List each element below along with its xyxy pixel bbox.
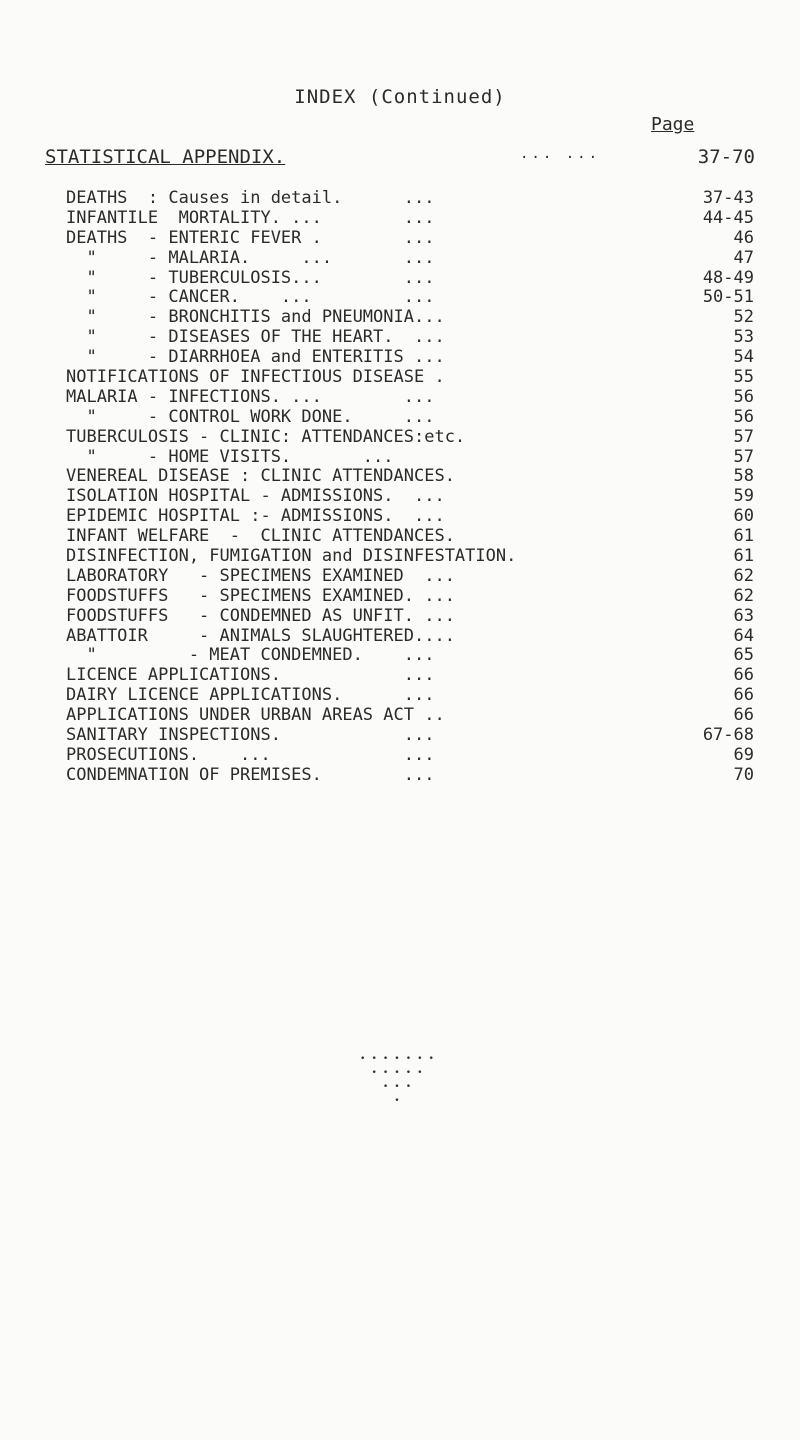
entry-page: 64 — [733, 625, 754, 646]
entry-text: FOODSTUFFS - SPECIMENS EXAMINED. ... — [66, 586, 455, 606]
entry-page: 53 — [733, 327, 754, 348]
entry-text: LABORATORY - SPECIMENS EXAMINED ... — [66, 566, 455, 586]
index-entry — [66, 209, 754, 229]
entry-text: LICENCE APPLICATIONS. ... — [66, 666, 435, 686]
index-entry — [66, 328, 754, 348]
entry-text: VENEREAL DISEASE : CLINIC ATTENDANCES. — [66, 467, 455, 487]
ornament-line: ••• — [382, 1082, 418, 1092]
index-entry — [66, 547, 754, 567]
index-entry — [66, 507, 754, 527]
index-entry — [66, 388, 754, 408]
entry-page: 61 — [733, 526, 754, 547]
entry-page: 66 — [733, 705, 754, 726]
ornament-line: • — [394, 1096, 406, 1106]
entry-page: 61 — [733, 546, 754, 567]
index-entry — [66, 706, 754, 726]
index-entry — [66, 587, 754, 607]
entry-text: DAIRY LICENCE APPLICATIONS. ... — [66, 686, 435, 706]
entry-page: 58 — [733, 466, 754, 487]
page-column-label: Page — [651, 114, 695, 135]
entry-page: 52 — [733, 307, 754, 328]
entry-text: CONDEMNATION OF PREMISES. ... — [66, 765, 435, 785]
index-entry — [66, 288, 754, 308]
index-entry — [66, 646, 754, 666]
index-entry — [66, 189, 754, 209]
index-entry — [66, 766, 754, 786]
entry-page: 50-51 — [702, 287, 754, 308]
entry-page: 66 — [733, 685, 754, 706]
ornament-line: ••••• — [371, 1068, 429, 1078]
index-entry — [66, 408, 754, 428]
entry-text: INFANT WELFARE - CLINIC ATTENDANCES. — [66, 527, 455, 547]
entry-page: 69 — [733, 744, 754, 765]
entry-page: 48-49 — [702, 267, 754, 288]
ornament-dots — [0, 1052, 800, 1108]
entry-page: 66 — [733, 665, 754, 686]
entry-page: 62 — [733, 565, 754, 586]
entry-page: 62 — [733, 585, 754, 606]
entry-text: ISOLATION HOSPITAL - ADMISSIONS. ... — [66, 487, 445, 507]
index-entry — [66, 746, 754, 766]
entry-page: 60 — [733, 506, 754, 527]
index-entry — [66, 527, 754, 547]
entry-text: TUBERCULOSIS - CLINIC: ATTENDANCES:etc. — [66, 427, 466, 447]
entry-text: NOTIFICATIONS OF INFECTIOUS DISEASE . — [66, 368, 445, 388]
index-entry — [66, 567, 754, 587]
entry-text: " - DIARRHOEA and ENTERITIS ... — [66, 348, 445, 368]
index-entry — [66, 627, 754, 647]
index-entry — [66, 666, 754, 686]
entry-text: " - CANCER. ... ... — [66, 288, 435, 308]
entry-page: 63 — [733, 605, 754, 626]
appendix-row — [45, 146, 755, 168]
entry-text: DISINFECTION, FUMIGATION and DISINFESTATION. — [66, 547, 517, 567]
entry-text: INFANTILE MORTALITY. ... ... — [66, 208, 435, 228]
index-entry — [66, 467, 754, 487]
entry-page: 55 — [733, 367, 754, 388]
index-entry — [66, 308, 754, 328]
entry-page: 57 — [733, 426, 754, 447]
entry-page: 67-68 — [702, 725, 754, 746]
index-entry — [66, 448, 754, 468]
entry-page: 65 — [733, 645, 754, 666]
index-entry — [66, 428, 754, 448]
entry-text: " - MEAT CONDEMNED. ... — [66, 646, 435, 666]
index-entry — [66, 487, 754, 507]
entry-text: PROSECUTIONS. ... ... — [66, 745, 435, 765]
entry-text: FOODSTUFFS - CONDEMNED AS UNFIT. ... — [66, 606, 455, 626]
index-entry — [66, 368, 754, 388]
entry-text: " - HOME VISITS. ... — [66, 447, 394, 467]
page-title: INDEX (Continued) — [294, 86, 506, 108]
index-entry — [66, 269, 754, 289]
appendix-leader: ... ... — [520, 146, 601, 162]
entry-page: 44-45 — [702, 207, 754, 228]
entry-page: 70 — [733, 764, 754, 785]
entry-page: 56 — [733, 406, 754, 427]
appendix-page: 37-70 — [697, 146, 755, 168]
index-entry — [66, 348, 754, 368]
entry-text: DEATHS - ENTERIC FEVER . ... — [66, 228, 435, 248]
index-entry — [66, 686, 754, 706]
entry-page: 59 — [733, 486, 754, 507]
index-entries — [66, 189, 754, 786]
entry-page: 37-43 — [702, 188, 754, 208]
entry-text: DEATHS : Causes in detail. ... — [66, 189, 435, 208]
entry-text: MALARIA - INFECTIONS. ... ... — [66, 387, 435, 407]
entry-text: ABATTOIR - ANIMALS SLAUGHTERED.... — [66, 626, 455, 646]
entry-text: APPLICATIONS UNDER URBAN AREAS ACT .. — [66, 706, 445, 726]
entry-text: " - MALARIA. ... ... — [66, 248, 435, 268]
entry-text: SANITARY INSPECTIONS. ... — [66, 726, 435, 746]
index-entry — [66, 229, 754, 249]
entry-text: EPIDEMIC HOSPITAL :- ADMISSIONS. ... — [66, 507, 445, 527]
appendix-label: STATISTICAL APPENDIX. — [45, 146, 286, 168]
index-entry — [66, 726, 754, 746]
entry-page: 57 — [733, 446, 754, 467]
entry-text: " - CONTROL WORK DONE. ... — [66, 407, 435, 427]
index-entry — [66, 607, 754, 627]
entry-page: 46 — [733, 227, 754, 248]
entry-page: 56 — [733, 386, 754, 407]
entry-page: 54 — [733, 347, 754, 368]
entry-text: " - BRONCHITIS and PNEUMONIA... — [66, 308, 445, 328]
entry-text: " - DISEASES OF THE HEART. ... — [66, 328, 445, 348]
entry-page: 47 — [733, 247, 754, 268]
ornament-line: ••••••• — [360, 1054, 440, 1064]
index-entry — [66, 249, 754, 269]
entry-text: " - TUBERCULOSIS... ... — [66, 268, 435, 288]
